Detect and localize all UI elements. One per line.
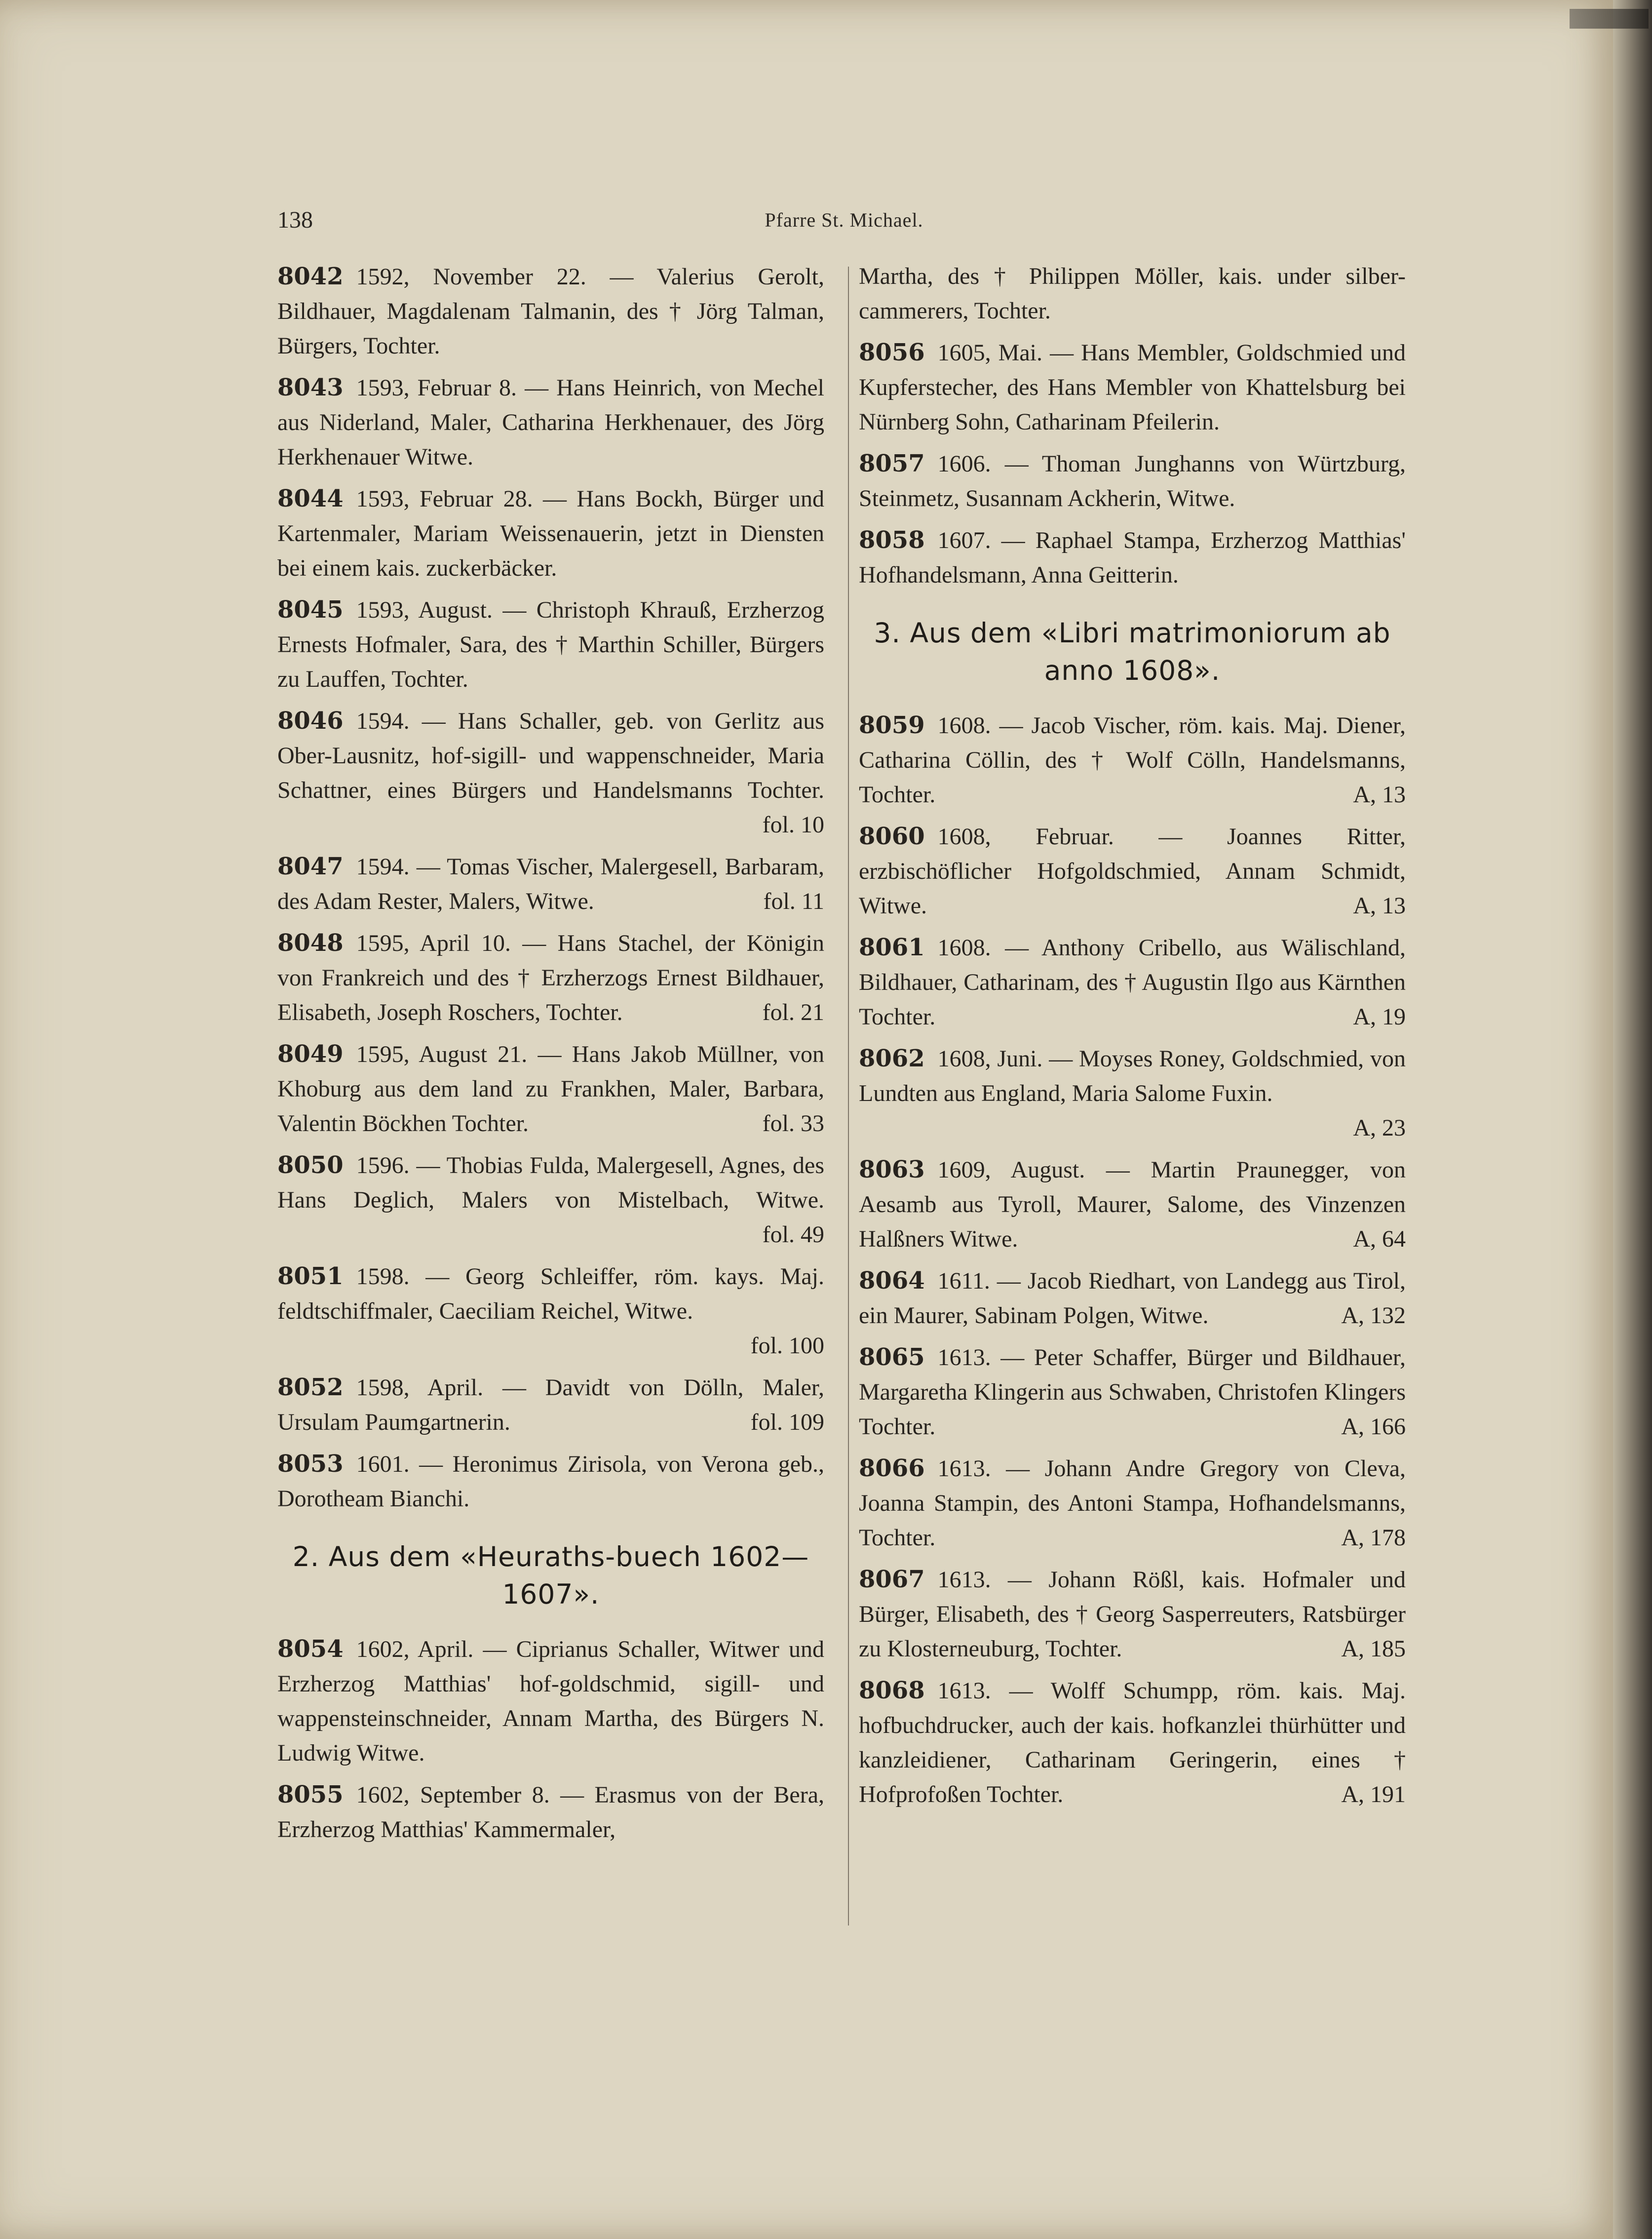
entry-number: 8059 (859, 711, 925, 739)
folio-reference: A, 166 (1341, 1414, 1406, 1440)
entry-text: 1613. — Wolff Schumpp, röm. kais. Maj. hofbuchdrucker, auch der kais. hofkanzlei thürhütter und kanzleidiener, Catharinam Geringerin, eines † Hofprofoßen Tochter. (859, 1678, 1406, 1807)
entry-list-section-2 (277, 1632, 824, 1847)
entry-8061 (859, 930, 1406, 1034)
folio-reference: A, 185 (1341, 1636, 1406, 1662)
page-number: 138 (277, 207, 313, 233)
column-divider (848, 267, 849, 1925)
entry-text: 1594. — Hans Schaller, geb. von Gerlitz aus Ober-Lausnitz, hof-sigill- und wappenschneider, Maria Schattner, eines Bürgers und Handelsmanns Tochter. (277, 708, 824, 803)
folio-reference: fol. 33 (762, 1110, 824, 1137)
entry-number: 8044 (277, 485, 344, 512)
entry-8048 (277, 926, 824, 1030)
folio-reference: fol. 109 (750, 1409, 824, 1435)
section-heading-3: 3. Aus dem «Libri matrimoniorum ab anno 1608». (874, 617, 1391, 686)
entry-number: 8043 (277, 374, 344, 401)
entry-8065 (859, 1340, 1406, 1444)
entry-text: 1608. — Jacob Vischer, röm. kais. Maj. Diener, Catharina Cöllin, des † Wolf Cölln, Handelsmanns, Tochter. (859, 712, 1406, 808)
entry-8068 (859, 1673, 1406, 1812)
entry-8044 (277, 481, 824, 586)
entry-number: 8057 (859, 450, 925, 477)
entry-8058 (859, 523, 1406, 592)
entry-8049 (277, 1037, 824, 1141)
entry-list-section-3 (859, 708, 1406, 1812)
folio-reference: fol. 21 (762, 999, 824, 1025)
entry-text: 1595, April 10. — Hans Stachel, der Königin von Frankreich und des † Erzherzogs Ernest Bildhauer, Elisabeth, Joseph Roschers, Tochter. (277, 930, 824, 1025)
entry-text: 1605, Mai. — Hans Membler, Goldschmied und Kupferstecher, des Hans Membler von Khattelsburg bei Nürnberg Sohn, Catharinam Pfeilerin. (859, 340, 1406, 435)
entry-8046 (277, 704, 824, 842)
book-spine (1613, 0, 1652, 2239)
entry-number: 8051 (277, 1262, 344, 1290)
entry-number: 8058 (859, 526, 925, 554)
entry-number: 8049 (277, 1040, 344, 1068)
entry-number: 8067 (859, 1566, 925, 1593)
entry-8055 (277, 1777, 824, 1847)
entry-text: 1607. — Raphael Stampa, Erzherzog Matthias' Hofhandelsmann, Anna Geitterin. (859, 527, 1406, 588)
right-column (859, 259, 1406, 1819)
entry-8042 (277, 259, 824, 363)
folio-reference: A, 132 (1341, 1302, 1406, 1329)
left-column (277, 259, 824, 1854)
entry-text: 1611. — Jacob Riedhart, von Landegg aus Tirol, ein Maurer, Sabinam Polgen, Witwe. (859, 1268, 1406, 1329)
folio-reference: A, 191 (1341, 1781, 1406, 1807)
entry-text: 1613. — Johann Andre Gregory von Cleva, Joanna Stampin, des Antoni Stampa, Hofhandelsmanns, Tochter. (859, 1455, 1406, 1551)
entry-number: 8056 (859, 339, 925, 366)
folio-reference: fol. 100 (750, 1333, 824, 1359)
entry-number: 8062 (859, 1045, 925, 1072)
entry-number: 8052 (277, 1374, 344, 1401)
folio-reference: fol. 49 (762, 1221, 824, 1248)
entry-text: 1595, August 21. — Hans Jakob Müllner, von Khoburg aus dem land zu Frankhen, Maler, Barbara, Valentin Böckhen Tochter. (277, 1041, 824, 1137)
entry-text: 1592, November 22. — Valerius Gerolt, Bildhauer, Magdalenam Talmanin, des † Jörg Talman, Bürgers, Tochter. (277, 264, 824, 359)
entry-text: 1602, April. — Ciprianus Schaller, Witwer und Erzherzog Matthias' hof-goldschmid, sigill- und wappensteinschneider, Annam Martha, des Bürgers N. Ludwig Witwe. (277, 1636, 824, 1766)
entry-text: 1608, Februar. — Joannes Ritter, erzbischöflicher Hofgoldschmied, Annam Schmidt, Witwe. (859, 824, 1406, 919)
entry-number: 8064 (859, 1267, 925, 1295)
entry-number: 8068 (859, 1677, 925, 1704)
entry-number: 8060 (859, 823, 925, 850)
entry-8047 (277, 849, 824, 919)
entry-8057 (859, 446, 1406, 516)
entry-text: 1606. — Thoman Junghanns von Würtzburg, Steinmetz, Susannam Ackherin, Witwe. (859, 451, 1406, 511)
entry-number: 8050 (277, 1151, 344, 1179)
entry-text: 1598. — Georg Schleiffer, röm. kays. Maj. feldtschiffmaler, Caeciliam Reichel, Witwe. (277, 1263, 824, 1324)
entry-8054 (277, 1632, 824, 1770)
entry-text: 1593, Februar 28. — Hans Bockh, Bürger und Kartenmaler, Mariam Weissenauerin, jetzt in Diensten bei einem kais. zuckerbäcker. (277, 486, 824, 581)
entry-text: 1593, August. — Christoph Khrauß, Erzherzog Ernests Hofmaler, Sara, des † Marthin Schiller, Bürgers zu Lauffen, Tochter. (277, 597, 824, 692)
entry-number: 8054 (277, 1635, 344, 1663)
entry-text: 1602, September 8. — Erasmus von der Bera, Erzherzog Matthias' Kammermaler, (277, 1782, 824, 1843)
entry-number: 8066 (859, 1454, 925, 1482)
folio-reference: fol. 11 (763, 888, 824, 914)
entry-8062 (859, 1041, 1406, 1145)
entry-text: 1613. — Peter Schaffer, Bürger und Bildhauer, Margaretha Klingerin aus Schwaben, Christofen Klingers Tochter. (859, 1344, 1406, 1440)
running-title: Pfarre St. Michael. (765, 209, 923, 231)
entry-number: 8048 (277, 929, 344, 957)
entry-8045 (277, 592, 824, 697)
entry-8051 (277, 1259, 824, 1363)
scan-edge-mark (1570, 9, 1649, 29)
entry-text: 1613. — Johann Rößl, kais. Hofmaler und Bürger, Elisabeth, des † Georg Sasperreuters, Ratsbürger zu Klosterneuburg, Tochter. (859, 1567, 1406, 1662)
entry-8059 (859, 708, 1406, 812)
folio-reference: A, 178 (1341, 1525, 1406, 1551)
entry-number: 8055 (277, 1781, 344, 1808)
entry-8066 (859, 1451, 1406, 1555)
entry-number: 8061 (859, 934, 925, 961)
entry-number: 8047 (277, 853, 344, 880)
folio-reference: A, 64 (1353, 1226, 1406, 1252)
entry-8056 (859, 335, 1406, 439)
entry-8060 (859, 819, 1406, 923)
entry-number: 8046 (277, 707, 344, 735)
folio-reference: A, 23 (1353, 1115, 1406, 1141)
entry-8053 (277, 1447, 824, 1516)
entry-8064 (859, 1263, 1406, 1333)
entry-8063 (859, 1152, 1406, 1257)
entry-8067 (859, 1562, 1406, 1666)
page-header (277, 206, 1411, 241)
continuation-text: Martha, des † Philippen Möller, kais. under silber-cammerers, Tochter. (859, 263, 1406, 324)
entry-number: 8063 (859, 1156, 925, 1183)
entry-text: 1609, August. — Martin Praunegger, von Aesamb aus Tyroll, Maurer, Salome, des Vinzenzen Halßners Witwe. (859, 1157, 1406, 1252)
entry-number: 8065 (859, 1343, 925, 1371)
entry-list-section-1 (277, 259, 824, 1516)
entry-list-section-2-cont (859, 335, 1406, 592)
folio-reference: A, 13 (1353, 893, 1406, 919)
entry-text: 1601. — Heronimus Zirisola, von Verona geb., Dorotheam Bianchi. (277, 1451, 824, 1512)
entry-text: 1596. — Thobias Fulda, Malergesell, Agnes, des Hans Deglich, Malers von Mistelbach, Witwe. (277, 1152, 824, 1213)
entry-text: 1598, April. — Davidt von Dölln, Maler, Ursulam Paumgartnerin. (277, 1375, 824, 1435)
folio-reference: A, 19 (1353, 1004, 1406, 1030)
entry-number: 8045 (277, 596, 344, 624)
entry-text: 1608. — Anthony Cribello, aus Wälischland, Bildhauer, Catharinam, des † Augustin Ilgo aus Kärnthen Tochter. (859, 935, 1406, 1030)
entry-number: 8042 (277, 263, 344, 290)
entry-8052 (277, 1370, 824, 1440)
entry-text: 1608, Juni. — Moyses Roney, Goldschmied, von Lundten aus England, Maria Salome Fuxin. (859, 1046, 1406, 1106)
folio-reference: fol. 10 (762, 812, 824, 838)
entry-text: 1593, Februar 8. — Hans Heinrich, von Mechel aus Niderland, Maler, Catharina Herkhenauer, des Jörg Herkhenauer Witwe. (277, 375, 824, 470)
section-heading-2: 2. Aus dem «Heuraths-buech 1602—1607». (292, 1541, 809, 1610)
entry-text: 1594. — Tomas Vischer, Malergesell, Barbaram, des Adam Rester, Malers, Witwe. (277, 854, 824, 914)
folio-reference: A, 13 (1353, 782, 1406, 808)
entry-8050 (277, 1148, 824, 1252)
entry-number: 8053 (277, 1450, 344, 1478)
entry-8043 (277, 370, 824, 474)
